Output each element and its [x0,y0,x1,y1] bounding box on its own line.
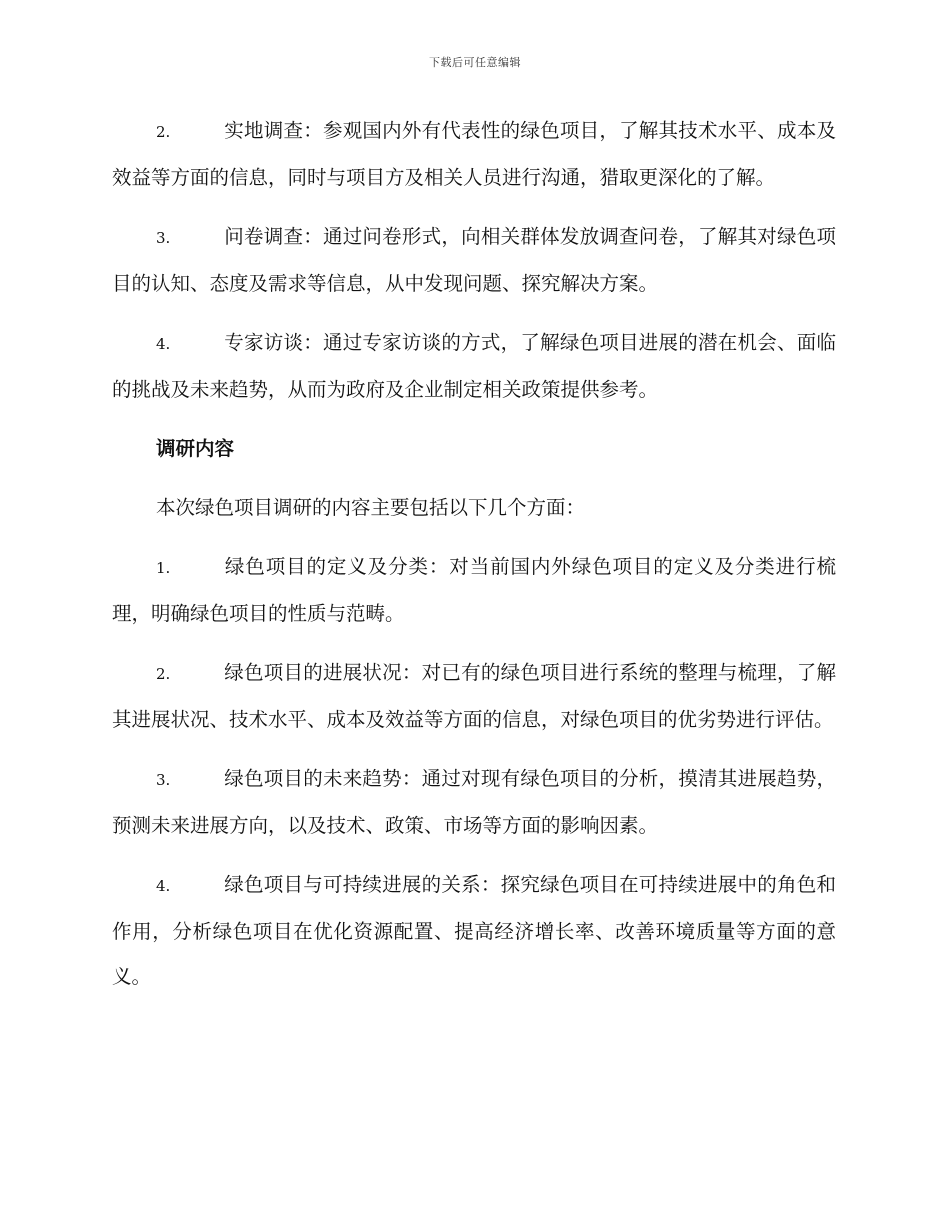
list-text: 绿色项目的进展状况：对已有的绿色项目进行系统的整理与梳理，了解其进展状况、技术水平、成本及效益等方面的信息，对绿色项目的优劣势进行评估。 [112,661,836,731]
list-number: 4. [156,335,171,353]
content-item-4 [112,862,836,999]
list-text: 实地调查：参观国内外有代表性的绿色项目，了解其技术水平、成本及效益等方面的信息，同时与项目方及相关人员进行沟通，猎取更深化的了解。 [112,119,836,189]
section-intro: 本次绿色项目调研的内容主要包括以下几个方面： [156,496,586,519]
list-number: 2. [156,665,171,683]
content-item-2 [112,650,836,742]
method-item-3 [112,214,836,306]
document-body [112,108,836,1013]
list-text: 绿色项目的未来趋势：通过对现有绿色项目的分析，摸清其进展趋势，预测未来进展方向，以及技术、政策、市场等方面的影响因素。 [112,767,836,837]
list-text: 绿色项目与可持续进展的关系：探究绿色项目在可持续进展中的角色和作用，分析绿色项目在优化资源配置、提高经济增长率、改善环境质量等方面的意义。 [112,873,836,988]
list-number: 2. [156,123,171,141]
list-number: 1. [156,559,171,577]
list-text: 专家访谈：通过专家访谈的方式，了解绿色项目进展的潜在机会、面临的挑战及未来趋势，从而为政府及企业制定相关政策提供参考。 [112,331,836,401]
list-number: 3. [156,229,171,247]
list-number: 3. [156,771,171,789]
list-text: 绿色项目的定义及分类：对当前国内外绿色项目的定义及分类进行梳理，明确绿色项目的性质与范畴。 [112,555,836,625]
list-number: 4. [156,877,171,895]
content-item-1 [112,544,836,636]
section-heading: 调研内容 [156,437,235,460]
page-header: 下载后可任意编辑 [429,56,521,69]
content-item-3 [112,756,836,848]
method-item-2 [112,108,836,200]
method-item-4 [112,320,836,412]
list-text: 问卷调查：通过问卷形式，向相关群体发放调查问卷，了解其对绿色项目的认知、态度及需求等信息，从中发现问题、探究解决方案。 [112,225,836,295]
